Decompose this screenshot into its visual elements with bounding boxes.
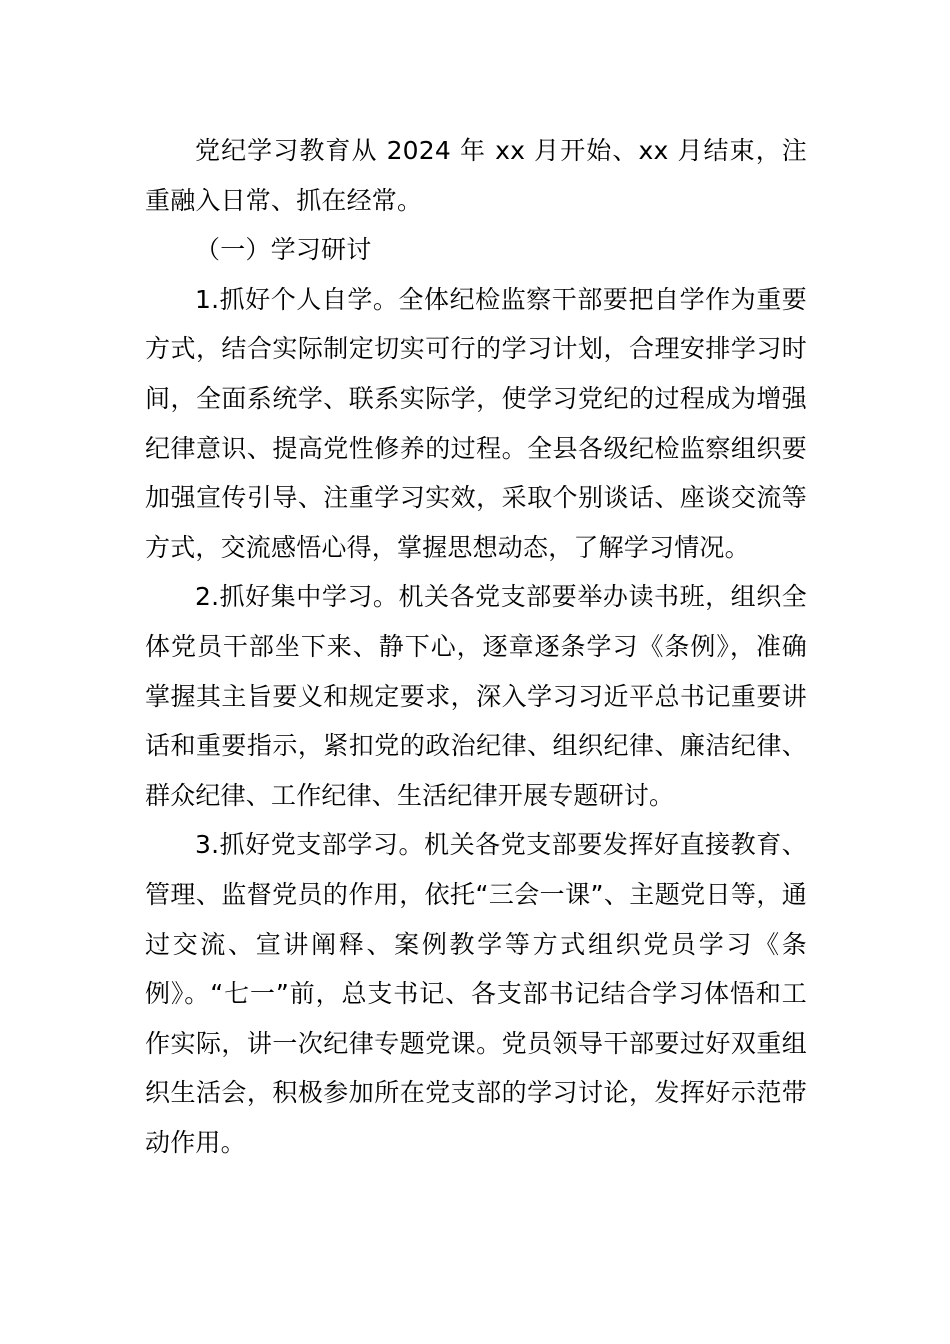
item-2-paragraph: 2.抓好集中学习。机关各党支部要举办读书班，组织全体党员干部坐下来、静下心，逐章逐条学习《条例》，准确掌握其主旨要义和规定要求，深入学习习近平总书记重要讲话和重要指示，紧扣党的政治纪律、组织纪律、廉洁纪律、群众纪律、工作纪律、生活纪律开展专题研讨。 — [145, 582, 807, 810]
section-heading: （一）学习研讨 — [195, 235, 372, 265]
intro-paragraph: 党纪学习教育从 2024 年 xx 月开始、xx 月结束，注重融入日常、抓在经常。 — [145, 136, 807, 215]
item-1-paragraph: 1.抓好个人自学。全体纪检监察干部要把自学作为重要方式，结合实际制定切实可行的学习计划，合理安排学习时间，全面系统学、联系实际学，使学习党纪的过程成为增强纪律意识、提高党性修养的过程。全县各级纪检监察组织要加强宣传引导、注重学习实效，采取个别谈话、座谈交流等方式，交流感悟心得，掌握思想动态，了解学习情况。 — [145, 284, 807, 562]
item-3-paragraph: 3.抓好党支部学习。机关各党支部要发挥好直接教育、管理、监督党员的作用，依托“三会一课”、主题党日等，通过交流、宣讲阐释、案例教学等方式组织党员学习《条例》。“七一”前，总支书记、各支部书记结合学习体悟和工作实际，讲一次纪律专题党课。党员领导干部要过好双重组织生活会，积极参加所在党支部的学习讨论，发挥好示范带动作用。 — [145, 830, 807, 1157]
document-body — [145, 126, 807, 1167]
